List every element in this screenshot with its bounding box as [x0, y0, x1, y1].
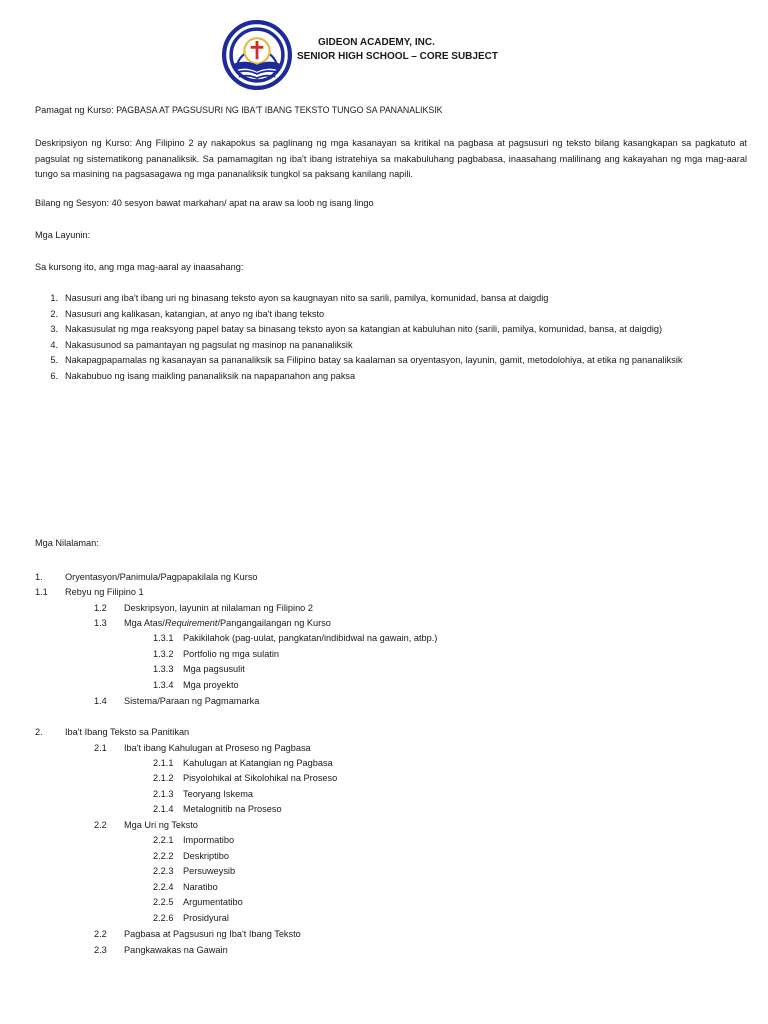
contents-heading: Mga Nilalaman:	[35, 538, 99, 548]
outline-number: 2.2.3	[153, 866, 174, 876]
course-description	[35, 136, 747, 183]
outline-number: 2.2.6	[153, 913, 174, 923]
course-title-label: Pamagat ng Kurso:	[35, 105, 114, 115]
outline-number: 2.	[35, 727, 43, 737]
outline-item: Metalognitib na Proseso	[183, 804, 282, 814]
outline-number: 1.3.3	[153, 664, 174, 674]
outline-number: 1.3	[94, 618, 107, 628]
institution-name: GIDEON ACADEMY, INC.	[318, 37, 435, 48]
objective-text: Nakabubuo ng isang maikling pananaliksik na napapanahon ang paksa	[65, 371, 356, 381]
description-line: tungo sa masining na pagsasagawa ng mga pananaliksik tungkol sa paksang kanilang napili.	[35, 169, 413, 179]
outline-item: Sistema/Paraan ng Pagmamarka	[124, 696, 260, 706]
objective-text: Nasusuri ang iba't ibang uri ng binasang teksto ayon sa kaugnayan nito sa sarili, pamilya, komunidad, bansa at daigdig	[65, 293, 549, 303]
outline-item: Kahulugan at Katangian ng Pagbasa	[183, 758, 333, 768]
objectives-heading: Mga Layunin:	[35, 230, 91, 240]
outline-item: Naratibo	[183, 882, 218, 892]
outline-item: Deskriptibo	[183, 851, 229, 861]
document-subtitle: SENIOR HIGH SCHOOL – CORE SUBJECT	[297, 51, 498, 62]
outline-number: 2.1.2	[153, 773, 174, 783]
outline-item: Deskripsyon, layunin at nilalaman ng Filipino 2	[124, 603, 313, 613]
outline-item: Portfolio ng mga sulatin	[183, 649, 280, 659]
outline-item: Pisyolohikal at Sikolohikal na Proseso	[183, 773, 338, 783]
outline-number: 2.2	[94, 929, 107, 939]
outline-item: Pangkawakas na Gawain	[124, 945, 228, 955]
course-title	[35, 105, 443, 115]
outline-number: 2.2.4	[153, 882, 174, 892]
outline-number: 2.2.5	[153, 897, 174, 907]
outline-item: Pagbasa at Pagsusuri ng Iba't Ibang Teksto	[124, 929, 301, 939]
objectives-intro: Sa kursong ito, ang mga mag-aaral ay inaasahang:	[35, 262, 244, 272]
outline-number: 2.2.2	[153, 851, 174, 861]
outline-number: 2.2.1	[153, 835, 174, 845]
outline-item: Teoryang Iskema	[183, 789, 253, 799]
school-seal-icon	[222, 20, 292, 90]
outline-item: Persuweysib	[183, 866, 236, 876]
objective-number: 6.	[50, 371, 58, 381]
outline-number: 2.2	[94, 820, 107, 830]
outline-item: Mga proyekto	[183, 680, 239, 690]
outline-number: 1.	[35, 572, 43, 582]
course-title-value: PAGBASA AT PAGSUSURI NG IBA'T IBANG TEKSTO TUNGO SA PANANALIKSIK	[116, 105, 443, 115]
outline-item: Impormatibo	[183, 835, 235, 845]
session-count: Bilang ng Sesyon: 40 sesyon bawat markahan/ apat na araw sa loob ng isang lingo	[35, 198, 374, 208]
outline-number: 2.1.1	[153, 758, 174, 768]
outline-number: 1.4	[94, 696, 107, 706]
description-line: Deskripsiyon ng Kurso: Ang Filipino 2 ay nakapokus sa paglinang ng mga kasanayan sa kritikal na pagbasa at pagsusuri ng teksto bilang kasangkapan sa pagkatuto at	[35, 138, 747, 148]
outline-item: Mga pagsusulit	[183, 664, 245, 674]
outline-item: Iba't Ibang Teksto sa Panitikan	[65, 727, 190, 737]
outline-number: 1.1	[35, 587, 48, 597]
outline-item: Iba't ibang Kahulugan at Proseso ng Pagbasa	[124, 743, 311, 753]
outline-number: 2.1.4	[153, 804, 174, 814]
objective-number: 4.	[50, 339, 58, 350]
outline-number: 1.2	[94, 603, 107, 613]
description-line: pagsulat ng sistematikong pananaliksik. Sa pamamagitan ng iba't ibang istratehiya sa makabuluhang pagbabasa, inaasahang malilinang ang kakayahan ng mga mag-aaral	[35, 153, 747, 164]
outline-number: 1.3.4	[153, 680, 174, 690]
outline-item: Oryentasyon/Panimula/Pagpapakilala ng Kurso	[65, 572, 258, 582]
outline-number: 1.3.1	[153, 633, 174, 643]
outline-item: Argumentatibo	[183, 897, 243, 907]
objective-number: 5.	[50, 355, 58, 366]
outline-number: 2.1.3	[153, 789, 174, 799]
objective-text: Nakasusulat ng mga reaksyong papel batay sa binasang teksto ayon sa katangian at kabuluhan nito (sarili, pamilya, komunidad, bansa, at daigdig)	[65, 324, 663, 335]
outline-item: Rebyu ng Filipino 1	[65, 587, 144, 597]
outline-number: 1.3.2	[153, 649, 174, 659]
objective-text: Nakasusunod sa pamantayan ng pagsulat ng masinop na pananaliksik	[65, 339, 353, 350]
objective-text: Nasusuri ang kalikasan, katangian, at anyo ng iba't ibang teksto	[65, 308, 325, 319]
objective-number: 2.	[50, 308, 58, 319]
outline-item: Pakikilahok (pag-uulat, pangkatan/indibidwal na gawain, atbp.)	[183, 633, 438, 643]
outline-item: Mga Atas/Requirement/Pangangailangan ng Kurso	[124, 618, 331, 628]
outline-number: 2.3	[94, 945, 107, 955]
outline-number: 2.1	[94, 743, 107, 753]
outline-item: Mga Uri ng Teksto	[124, 820, 198, 830]
objective-number: 1.	[50, 293, 58, 303]
outline-item: Prosidyural	[183, 913, 229, 923]
objective-text: Nakapagpapamalas ng kasanayan sa pananaliksik sa Filipino batay sa kaalaman sa oryentasyon, layunin, gamit, metodolohiya, at etika ng pananaliksik	[65, 355, 683, 366]
objective-number: 3.	[50, 324, 58, 335]
